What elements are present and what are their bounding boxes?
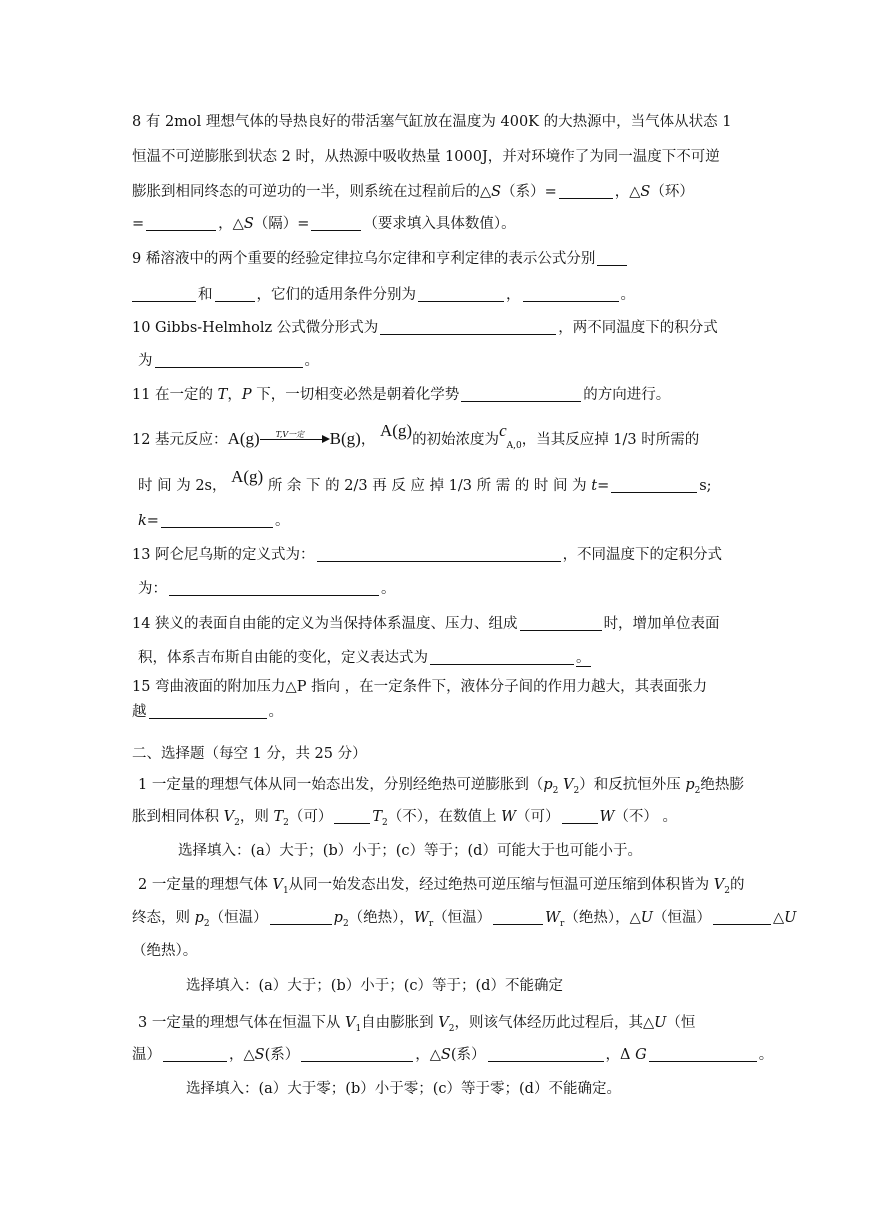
subscript-2: 2 bbox=[724, 885, 730, 896]
mc1-choices-text: 选择填入：(a）大于；(b）小于；(c）等于；(d）可能大于也可能小于。 bbox=[178, 843, 642, 859]
mc2-text-2g: △ bbox=[773, 910, 785, 926]
work-symbol: W bbox=[501, 809, 517, 825]
mc1-text-2d: （不），在数值上 bbox=[387, 809, 502, 825]
q12-comma: ， bbox=[360, 432, 376, 448]
subscript-1: 1 bbox=[282, 885, 289, 896]
answer-blank-mc3-dU[interactable] bbox=[163, 1045, 227, 1062]
answer-blank-henry-law[interactable] bbox=[215, 285, 255, 302]
answer-blank-surface-expression[interactable] bbox=[430, 648, 574, 665]
mc3-text-1d: （恒 bbox=[666, 1015, 696, 1031]
mc1-text-1c: 绝热膨 bbox=[700, 777, 744, 793]
species-B-gas: B(g) bbox=[329, 429, 361, 448]
rate-constant-symbol: k bbox=[138, 513, 147, 529]
mc1-text-2a: 胀到相同体积 bbox=[132, 809, 224, 825]
q9-text-2c: ， bbox=[506, 287, 521, 303]
q13-text-1a: 13 阿仑尼乌斯的定义式为： bbox=[132, 547, 315, 563]
q13-text-2b: 。 bbox=[381, 581, 396, 597]
q15-text-1: 15 弯曲液面的附加压力△P 指向 ，在一定条件下，液体分子间的作用力越大，其表面张力 bbox=[132, 679, 708, 695]
answer-blank-dS-system[interactable] bbox=[559, 182, 613, 199]
q11-text-f: 的方向进行。 bbox=[583, 387, 671, 403]
volume-symbol: V bbox=[713, 877, 725, 893]
q8-text-4b: ，△ bbox=[218, 216, 244, 232]
q9-line-1 bbox=[132, 249, 629, 269]
mc2-text-2b: （恒温） bbox=[209, 910, 268, 926]
q12-text-2b: 所 余 下 的 2/3 再 反 应 掉 1/3 所 需 的 时 间 为 bbox=[267, 478, 592, 494]
internal-energy-symbol: U bbox=[640, 910, 653, 926]
mc1-text-2b: ，则 bbox=[239, 809, 274, 825]
mc3-text-2c: (系） bbox=[264, 1047, 300, 1063]
q9-text-2a: 和 bbox=[198, 287, 213, 303]
q12-line-1 bbox=[132, 421, 700, 456]
q9-line-2 bbox=[132, 285, 635, 305]
q14-text-1b: 时，增加单位表面 bbox=[603, 616, 720, 632]
q15-line-2 bbox=[132, 702, 283, 722]
q14-line-2 bbox=[138, 648, 591, 668]
mc1-text-2c: （可） bbox=[288, 809, 333, 825]
q15-text-2a: 越 bbox=[132, 704, 147, 720]
mc2-text-2d: （恒温） bbox=[433, 910, 492, 926]
pressure-symbol: p bbox=[685, 777, 695, 793]
time-symbol: t bbox=[591, 478, 598, 494]
volume-symbol: V bbox=[438, 1015, 449, 1031]
mc1-choices bbox=[178, 841, 642, 861]
answer-blank-condition-2[interactable] bbox=[523, 285, 619, 302]
subscript-2: 2 bbox=[283, 817, 289, 828]
q8-line-4 bbox=[132, 214, 516, 234]
answer-blank-raoult-law[interactable] bbox=[597, 249, 627, 266]
internal-energy-symbol: U bbox=[654, 1015, 667, 1031]
mc2-choices-text: 选择填入：(a）大于；(b）小于；(c）等于；(d）不能确定 bbox=[186, 978, 563, 994]
mc3-line-1 bbox=[138, 1013, 695, 1039]
mc2-text-2e: （绝热），△ bbox=[564, 910, 641, 926]
answer-blank-rate-constant[interactable] bbox=[161, 511, 273, 528]
subscript-2: 2 bbox=[448, 1023, 455, 1034]
subscript-1: 1 bbox=[355, 1023, 362, 1034]
q11-line bbox=[132, 385, 670, 405]
answer-blank-surface-tension[interactable] bbox=[149, 702, 267, 719]
q12-line-3 bbox=[138, 511, 289, 531]
q11-text-a: 11 在一定的 bbox=[132, 387, 218, 403]
answer-blank-mc3-dS-1[interactable] bbox=[301, 1045, 413, 1062]
q8-text-3c: ，△ bbox=[614, 184, 641, 200]
q10-line-2 bbox=[138, 351, 319, 371]
answer-blank-Wr-compare[interactable] bbox=[493, 908, 543, 925]
q12-text-2c: s; bbox=[699, 478, 712, 494]
mc2-text-1a: 2 一定量的理想气体 bbox=[138, 877, 273, 893]
mc3-text-1c: ，则该气体经历此过程后，其△ bbox=[454, 1015, 655, 1031]
answer-blank-mc3-dS-2[interactable] bbox=[488, 1045, 604, 1062]
answer-blank-time[interactable] bbox=[611, 476, 697, 493]
reaction-arrow-icon bbox=[260, 428, 330, 446]
q8-text-4c: （隔）= bbox=[253, 216, 310, 232]
temperature-symbol: T bbox=[273, 809, 284, 825]
pressure-symbol: p bbox=[543, 777, 553, 793]
volume-symbol: V bbox=[223, 809, 235, 825]
mc2-text-2a: 终态，则 bbox=[132, 910, 195, 926]
work-symbol: W bbox=[545, 910, 561, 926]
q8-text-3b: （系）= bbox=[501, 184, 557, 200]
answer-blank-gibbs-helmholtz-int[interactable] bbox=[155, 351, 303, 368]
q10-text-2a: 为 bbox=[138, 353, 153, 369]
mc3-text-2d: ，△ bbox=[415, 1047, 441, 1063]
answer-blank-dS-surroundings[interactable] bbox=[146, 214, 216, 231]
q12-line-2 bbox=[138, 467, 712, 496]
mc2-text-2c: （绝热）， bbox=[348, 910, 414, 926]
mc1-line-1 bbox=[138, 775, 744, 801]
volume-symbol: V bbox=[272, 877, 283, 893]
subscript-2: 2 bbox=[573, 785, 580, 796]
entropy-symbol: S bbox=[243, 216, 254, 232]
concentration-subscript: A,0 bbox=[506, 440, 522, 451]
q8-text-2: 恒温不可逆膨胀到状态 2 时，从热源中吸收热量 1000J，并对环境作了为同一温度下不可逆 bbox=[132, 149, 720, 165]
mc3-text-2e: (系） bbox=[450, 1047, 486, 1063]
q12-text-1c: ，当其反应掉 1/3 时所需的 bbox=[521, 432, 700, 448]
q8-text-3d: （环） bbox=[650, 184, 694, 200]
answer-blank-surface-conditions[interactable] bbox=[520, 614, 602, 631]
pressure-symbol: p bbox=[333, 910, 343, 926]
subscript-2: 2 bbox=[342, 918, 349, 929]
entropy-symbol: S bbox=[640, 184, 651, 200]
mc2-text-2f: （恒温） bbox=[653, 910, 711, 926]
q13-text-2a: 为： bbox=[138, 581, 167, 597]
answer-blank-condition-1[interactable] bbox=[418, 285, 504, 302]
mc2-line-3 bbox=[132, 941, 197, 961]
q10-text-1b: ，两不同温度下的积分式 bbox=[558, 320, 718, 336]
entropy-symbol: S bbox=[491, 184, 502, 200]
mc3-text-2b: ，△ bbox=[229, 1047, 255, 1063]
answer-blank-dS-isolated[interactable] bbox=[311, 214, 361, 231]
species-A-gas: A(g) bbox=[231, 467, 264, 486]
pressure-symbol: P bbox=[241, 387, 252, 403]
pressure-symbol: p bbox=[194, 910, 204, 926]
q10-line-1 bbox=[132, 318, 718, 338]
q13-line-1 bbox=[132, 545, 722, 565]
q10-text-1a: 10 Gibbs-Helmholz 公式微分形式为 bbox=[132, 320, 379, 336]
q14-text-2b: 。 bbox=[576, 650, 591, 666]
mc1-line-2 bbox=[132, 807, 677, 833]
entropy-symbol: S bbox=[254, 1047, 265, 1063]
mc1-text-2e: （可） bbox=[516, 809, 560, 825]
q9-text-2d: 。 bbox=[620, 287, 635, 303]
mc1-text-1a: 1 一定量的理想气体从同一始态出发，分别经绝热可逆膨胀到（ bbox=[138, 777, 544, 793]
mc2-text-1c: 的 bbox=[730, 877, 745, 893]
q13-text-1b: ，不同温度下的定积分式 bbox=[562, 547, 723, 563]
answer-blank-arrhenius-int[interactable] bbox=[169, 579, 379, 596]
subscript-r: r bbox=[428, 918, 434, 929]
q12-text-2a: 时 间 为 2s， bbox=[138, 478, 227, 494]
answer-blank-arrhenius-def[interactable] bbox=[317, 545, 561, 562]
species-A-gas: A(g) bbox=[227, 429, 260, 448]
q8-text-3a: 膨胀到相同终态的可逆功的一半，则系统在过程前后的△ bbox=[132, 184, 492, 200]
q14-text-2a: 积，体系吉布斯自由能的变化，定义表达式为 bbox=[138, 650, 428, 666]
q15-line-1 bbox=[132, 677, 707, 697]
equals-sign: = bbox=[146, 513, 159, 529]
answer-blank-dU-compare[interactable] bbox=[713, 908, 771, 925]
species-A-gas: A(g) bbox=[379, 421, 413, 440]
answer-blank-p2-compare[interactable] bbox=[270, 908, 332, 925]
mc3-line-2 bbox=[132, 1045, 773, 1065]
q8-line-3 bbox=[132, 182, 694, 202]
q14-text-1a: 14 狭义的表面自由能的定义为当保持体系温度、压力、组成 bbox=[132, 616, 518, 632]
volume-symbol: V bbox=[344, 1015, 356, 1031]
q9-text-1: 9 稀溶液中的两个重要的经验定律拉乌尔定律和亨利定律的表示公式分别 bbox=[132, 251, 596, 267]
mc1-text-2f: （不） 。 bbox=[614, 809, 678, 825]
q12-text-3b: 。 bbox=[274, 513, 290, 529]
subscript-2: 2 bbox=[552, 785, 559, 796]
q8-text-4d: （要求填入具体数值）。 bbox=[363, 216, 516, 232]
mc1-text-1b: ）和反抗恒外压 bbox=[579, 777, 686, 793]
q8-line-2 bbox=[132, 147, 720, 167]
equals-sign: = bbox=[597, 478, 610, 494]
concentration-symbol: c bbox=[499, 421, 507, 440]
mc3-choices-text: 选择填入：(a）大于零；(b）小于零；(c）等于零；(d）不能确定。 bbox=[186, 1081, 621, 1097]
answer-blank-raoult-law-cont[interactable] bbox=[132, 285, 196, 302]
subscript-2: 2 bbox=[694, 785, 701, 796]
section-2-heading bbox=[132, 744, 367, 764]
answer-blank-T2-compare[interactable] bbox=[334, 807, 370, 824]
q11-text-e: 下，一切相变必然是朝着化学势 bbox=[251, 387, 460, 403]
mc3-text-1b: 自由膨胀到 bbox=[361, 1015, 439, 1031]
mc3-choices bbox=[186, 1079, 621, 1099]
temperature-symbol: T bbox=[217, 387, 228, 403]
q11-text-c: ， bbox=[227, 387, 242, 403]
q9-text-2b: ，它们的适用条件分别为 bbox=[256, 287, 416, 303]
q10-text-2b: 。 bbox=[304, 353, 319, 369]
reaction-condition: T,V一定 bbox=[275, 430, 305, 439]
mc2-line-2 bbox=[132, 908, 796, 934]
mc3-text-1a: 3 一定量的理想气体在恒温下从 bbox=[138, 1015, 345, 1031]
subscript-r: r bbox=[560, 918, 565, 929]
volume-symbol: V bbox=[562, 777, 574, 793]
q15-text-2b: 。 bbox=[268, 704, 283, 720]
mc3-text-2f: ，Δ bbox=[605, 1047, 636, 1063]
q12-text-1b: 的初始浓度为 bbox=[412, 432, 500, 448]
mc2-choices bbox=[186, 976, 563, 996]
temperature-symbol: T bbox=[372, 809, 383, 825]
mc3-text-2a: 温） bbox=[132, 1047, 161, 1063]
subscript-2: 2 bbox=[382, 817, 388, 828]
q12-text-1a: 12 基元反应： bbox=[132, 432, 228, 448]
q13-line-2 bbox=[138, 579, 396, 599]
mc2-text-3: （绝热）。 bbox=[132, 943, 198, 959]
q8-line-1 bbox=[132, 112, 731, 132]
q14-line-1 bbox=[132, 614, 720, 634]
section-2-title: 二、选择题（每空 1 分，共 25 分） bbox=[132, 746, 367, 762]
gibbs-energy-symbol: G bbox=[635, 1047, 647, 1063]
mc3-text-2g: 。 bbox=[758, 1047, 774, 1063]
mc2-line-1 bbox=[138, 875, 745, 901]
entropy-symbol: S bbox=[440, 1047, 451, 1063]
answer-blank-chemical-potential[interactable] bbox=[461, 385, 581, 402]
mc2-text-1b: 从同一始发态出发，经过绝热可逆压缩与恒温可逆压缩到体积皆为 bbox=[288, 877, 714, 893]
answer-blank-mc3-dG[interactable] bbox=[649, 1045, 757, 1062]
answer-blank-W-compare[interactable] bbox=[562, 807, 598, 824]
answer-blank-gibbs-helmholtz-diff[interactable] bbox=[380, 318, 556, 335]
work-symbol: W bbox=[413, 910, 429, 926]
internal-energy-symbol: U bbox=[784, 910, 797, 926]
subscript-2: 2 bbox=[234, 817, 240, 828]
subscript-2: 2 bbox=[203, 918, 210, 929]
work-symbol: W bbox=[599, 809, 615, 825]
q8-text-4a: = bbox=[132, 216, 145, 232]
q8-text-1: 8 有 2mol 理想气体的导热良好的带活塞气缸放在温度为 400K 的大热源中，当气体从状态 1 bbox=[132, 114, 732, 130]
